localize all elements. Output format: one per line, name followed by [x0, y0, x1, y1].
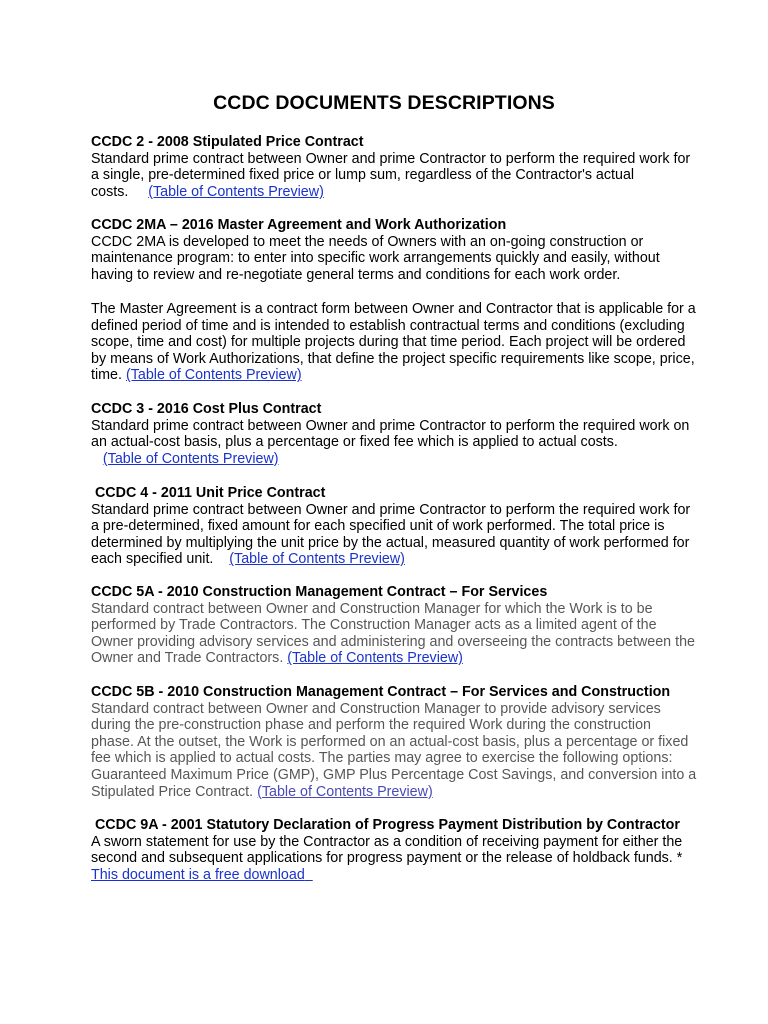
- section-text: Stipulated Price Contract.: [91, 783, 254, 800]
- section-text: defined period of time and is intended to establish contractual terms and conditions (excluding: [91, 317, 685, 334]
- section-text: The Master Agreement is a contract form between Owner and Contractor that is applicable for a: [91, 301, 696, 317]
- section-text: phase. At the outset, the Work is performed on an actual-cost basis, plus a percentage or fixed: [91, 733, 689, 750]
- free-download-link[interactable]: This document is a free download: [91, 866, 305, 883]
- section-text: fee which is applied to actual costs. The parties may agree to exercise the following options:: [91, 750, 673, 767]
- section-ccdc-2ma: [91, 217, 691, 283]
- section-heading: CCDC 2MA – 2016 Master Agreement and Work Authorization: [91, 217, 507, 233]
- section-heading: CCDC 2 - 2008 Stipulated Price Contract: [91, 134, 364, 150]
- section-text: a pre-determined, fixed amount for each specified unit of work performed. The total price is: [91, 518, 665, 535]
- section-text: each specified unit.: [91, 551, 214, 568]
- section-text: time.: [91, 367, 122, 384]
- section-text: Standard prime contract between Owner and prime Contractor to perform the required work for: [91, 501, 691, 518]
- section-ccdc-5b: [91, 684, 697, 800]
- section-heading: CCDC 5B - 2010 Construction Management Contract – For Services and Construction: [91, 684, 671, 700]
- section-text: Standard contract between Owner and Construction Manager to provide advisory services: [91, 700, 661, 717]
- section-heading: CCDC 5A - 2010 Construction Management Contract – For Services: [91, 584, 548, 600]
- section-text: Standard prime contract between Owner and prime Contractor to perform the required work for: [91, 150, 691, 167]
- page-title: CCDC DOCUMENTS DESCRIPTIONS: [213, 92, 555, 114]
- section-text: determined by multiplying the unit price by the actual, measured quantity of work performed for: [91, 534, 690, 551]
- section-text: performed by Trade Contractors. The Construction Manager acts as a limited agent of the: [91, 617, 657, 634]
- section-ccdc-4: [91, 485, 691, 568]
- section-text: having to review and re-negotiate general terms and conditions for each work order.: [91, 266, 621, 283]
- section-ccdc-5a: [91, 584, 695, 667]
- section-heading: CCDC 4 - 2011 Unit Price Contract: [94, 485, 326, 501]
- toc-preview-link-ccdc-5a[interactable]: (Table of Contents Preview): [287, 650, 463, 667]
- section-text: during the pre-construction phase and perform the required Work during the construction: [91, 717, 652, 734]
- toc-preview-link-ccdc-4[interactable]: (Table of Contents Preview): [229, 551, 405, 568]
- section-text: Guaranteed Maximum Price (GMP), GMP Plus Percentage Cost Savings, and conversion into a: [91, 766, 697, 783]
- section-text: CCDC 2MA is developed to meet the needs of Owners with an on-going construction or: [91, 233, 644, 250]
- section-text: Owner and Trade Contractors.: [91, 650, 284, 667]
- section-text: a single, pre-determined fixed price or lump sum, regardless of the Contractor's actual: [91, 167, 635, 184]
- section-text: second and subsequent applications for progress payment or the release of holdback funds. *: [91, 850, 683, 867]
- toc-preview-link-ccdc-2ma[interactable]: (Table of Contents Preview): [125, 367, 302, 384]
- section-text: an actual-cost basis, plus a percentage or fixed fee which is applied to actual costs.: [91, 434, 618, 451]
- section-ccdc-3: [91, 401, 691, 467]
- section-text: scope, time and cost) for multiple projects during that time period. Each project will be ordered: [91, 334, 686, 351]
- toc-preview-link-ccdc-5b[interactable]: (Table of Contents Preview): [257, 783, 433, 800]
- section-text: by means of Work Authorizations, that define the project specific requirements like scope, price,: [91, 350, 695, 367]
- section-heading: CCDC 9A - 2001 Statutory Declaration of Progress Payment Distribution by Contractor: [94, 817, 680, 833]
- section-text: maintenance program: to enter into specific work arrangements quickly and easily, without: [91, 250, 660, 267]
- section-text: Standard prime contract between Owner and prime Contractor to perform the required work on: [91, 417, 690, 434]
- section-text: costs.: [91, 183, 129, 200]
- section-text: Standard contract between Owner and Construction Manager for which the Work is to be: [91, 600, 653, 617]
- toc-preview-link-ccdc-3[interactable]: (Table of Contents Preview): [102, 450, 279, 467]
- section-ccdc-2ma-paragraph-2: [91, 301, 696, 384]
- section-ccdc-9a: [91, 817, 691, 883]
- section-heading: CCDC 3 - 2016 Cost Plus Contract: [91, 401, 322, 417]
- section-ccdc-2: [91, 134, 691, 200]
- toc-preview-link-ccdc-2[interactable]: (Table of Contents Preview): [148, 183, 324, 200]
- section-text: A sworn statement for use by the Contractor as a condition of receiving payment for either the: [91, 833, 683, 850]
- section-text: Owner providing advisory services and administering and overseeing the contracts between the: [91, 633, 695, 650]
